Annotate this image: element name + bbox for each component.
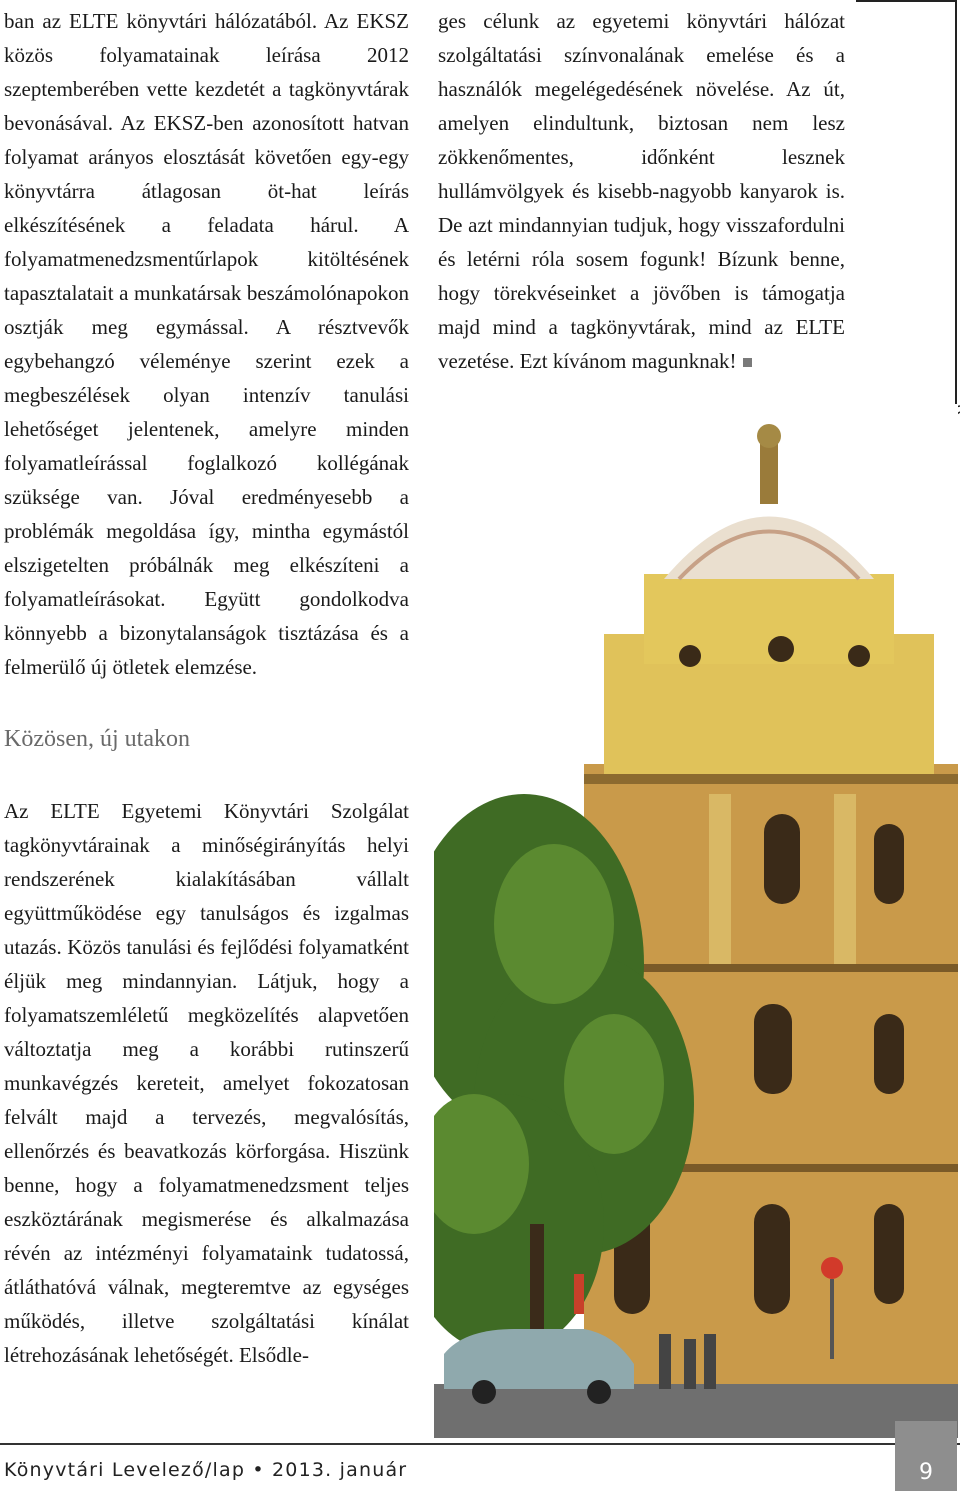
footer-journal-title: Könyvtári Levelező/lap • 2013. január bbox=[4, 1459, 408, 1481]
page-number-box bbox=[895, 1421, 957, 1491]
frame-side-rule bbox=[955, 0, 957, 405]
closing-paragraph-text: ges célunk az egyetemi könyvtári hálózat szolgáltatási színvonalának emelése és a használók megelégedésének növelése. Az út, amelyen elindultunk, biztosan nem lesz zökkenőmentes, időnként lesznek hullámvölgyek és kisebb-nagyobb kanyarok is. De azt mindannyian tudjuk, hogy visszafordulni és letérni róla sosem fogunk! Bízunk benne, hogy törekvéseinket a jövőben is támogatja majd mind a tagkönyvtárak, mind az ELTE vezetése. Ezt kívánom magunknak! bbox=[438, 9, 845, 373]
page-number: 9 bbox=[919, 1460, 933, 1485]
left-column bbox=[4, 4, 409, 1372]
right-column bbox=[438, 4, 845, 378]
spacer bbox=[4, 684, 409, 722]
building-photo bbox=[434, 404, 958, 1438]
section-heading: Közösen, új utakon bbox=[4, 726, 190, 752]
building-illustration bbox=[434, 404, 958, 1438]
body-paragraph: Az ELTE Egyetemi Könyvtári Szolgálat tagkönyvtárainak a minőségirányítás helyi rendszerének kialakításában vállalt együttműködése egy tanulságos és izgalmas utazás. Közös tanulási és fejlődési folyamatként éljük meg mindannyian. Látjuk, hogy a folyamatszemléletű megközelítés alapvetően változtatja meg a korábbi rutinszerű munkavégzés kereteit, amelyet fokozatosan felvált majd a tervezés, megvalósítás, ellenőrzés és beavatkozás körforgása. Hiszünk benne, hogy a folyamatmenedzsment teljes eszköztárának megismerése és alkalmazása révén az intézményi folyamataink tudatossá, átláthatóvá válnak, megteremtve az egységes működés, illetve szolgáltatási kínálat létrehozásának lehetőségét. Elsődle- bbox=[4, 799, 409, 1367]
body-paragraph bbox=[438, 4, 845, 378]
body-paragraph: ban az ELTE könyvtári hálózatából. Az EKSZ közös folyamatainak leírása 2012 szeptemberében vette kezdetét a tagkönyvtárak bevonásával. Az EKSZ-ben azonosított hatvan folyamat arányos elosztását követően egy-egy könyvtárra átlagosan öt-hat leírás elkészítésének a feladata hárul. A folyamatmenedzsmentűrlapok kitöltésének tapasztalatait a munkatársak beszámolónapokon osztják meg egymással. A résztvevők egybehangzó véleménye szerint ezek a megbeszélések olyan intenzív tanulási lehetőséget jelentenek, amelyre minden folyamatleírással foglalkozó kollégának szüksége van. Jóval eredményesebb a problémák megoldása így, mintha egymástól elszigetelten próbálnák meg elkészíteni a folyamatleírásokat. Együtt gondolkodva könnyebb a bizonytalanságok tisztázása és a felmerülő új ötletek elemzése. bbox=[4, 9, 409, 679]
section-heading-wrap bbox=[4, 722, 409, 794]
end-of-article-mark bbox=[743, 358, 752, 367]
frame-top-rule bbox=[856, 0, 957, 2]
footer-rule bbox=[0, 1443, 960, 1445]
